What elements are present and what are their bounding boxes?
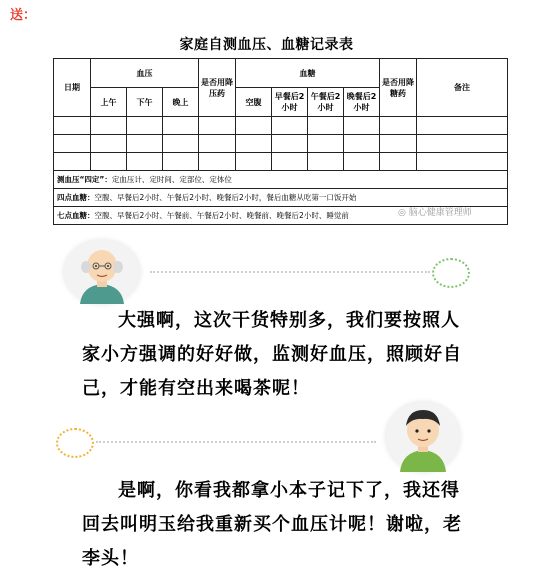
- header-bp-afternoon: 下午: [127, 88, 163, 117]
- header-date: 日期: [54, 59, 91, 117]
- table-row: [54, 135, 508, 153]
- young-man-avatar: [386, 402, 460, 472]
- header-bs-after-lunch: 午餐后2小时: [308, 88, 344, 117]
- header-bs-after-dinner: 晚餐后2小时: [344, 88, 380, 117]
- send-label: 送：: [10, 8, 37, 23]
- header-bs-med: 是否用降糖药: [380, 59, 417, 117]
- old-man-illustration: [64, 240, 140, 304]
- note-four-point-glucose: 四点血糖：空腹、早餐后2小时、午餐后2小时、晚餐后2小时，餐后血糖从吃第一口饭开始: [54, 189, 508, 207]
- header-bs-fasting: 空腹: [236, 88, 272, 117]
- wechat-icon: ◎: [398, 208, 406, 218]
- dotted-divider-bottom: [96, 441, 376, 443]
- table-row: [54, 153, 508, 171]
- decorative-ring-green: [432, 258, 470, 288]
- record-table: [53, 58, 508, 225]
- young-man-illustration: [386, 402, 460, 472]
- table-row: [54, 117, 508, 135]
- dialog-old-man: 大强啊，这次干货特别多，我们要按照人家小方强调的好好做，监测好血压，照顾好自己，才能有空出来喝茶呢！: [82, 310, 462, 399]
- dialog-young-man: 是啊，你看我都拿小本子记下了，我还得回去叫明玉给我重新买个血压计呢！谢啦，老李头！: [82, 480, 462, 569]
- dotted-divider-top: [150, 271, 430, 273]
- header-bs: 血糖: [236, 59, 380, 88]
- header-bp-evening: 晚上: [163, 88, 199, 117]
- header-bs-after-breakfast: 早餐后2小时: [272, 88, 308, 117]
- decorative-ring-orange: [56, 428, 94, 458]
- old-man-avatar: [64, 240, 140, 304]
- watermark: ◎ 脑心健康管理师: [398, 208, 472, 218]
- header-bp: 血压: [91, 59, 199, 88]
- header-bp-med: 是否用降压药: [199, 59, 236, 117]
- note-seven-point-glucose: 七点血糖：空腹、早餐后2小时、午餐前、午餐后2小时、晚餐前、晚餐后2小时、睡觉前: [54, 207, 508, 225]
- table-title: 家庭自测血压、血糖记录表: [179, 37, 354, 53]
- header-bp-morning: 上午: [91, 88, 127, 117]
- header-remarks: 备注: [417, 59, 508, 117]
- note-bp-four-fixed: 测血压“四定”：定血压计、定时间、定部位、定体位: [54, 171, 508, 189]
